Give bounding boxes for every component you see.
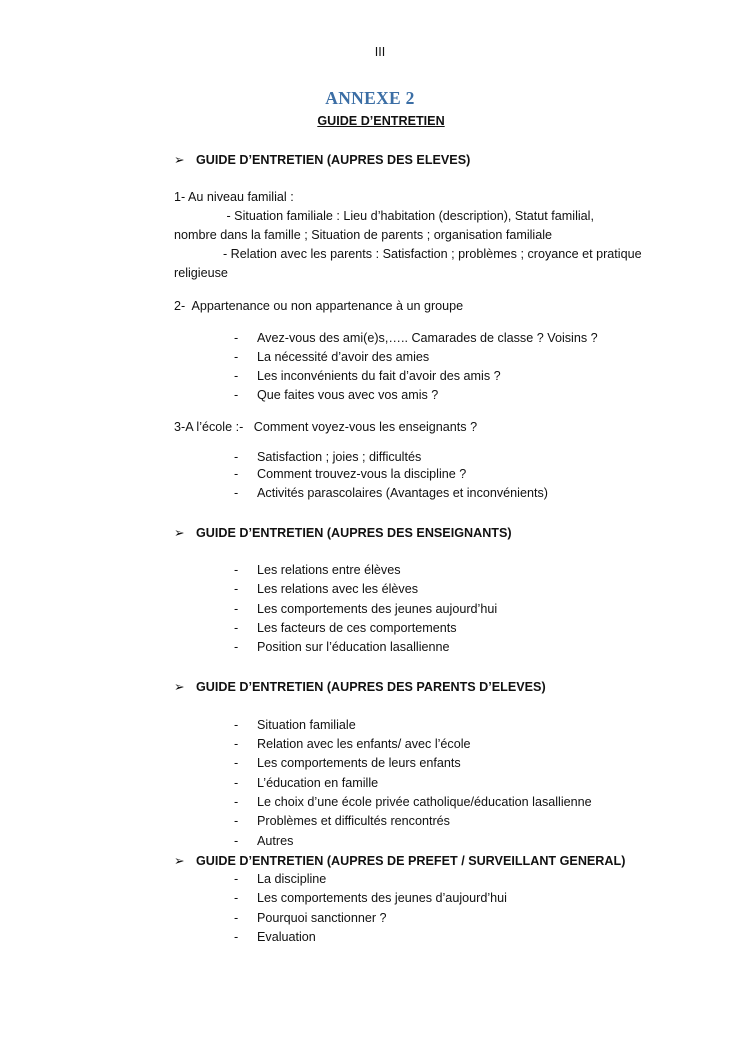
list-item: - L’éducation en famille — [234, 776, 379, 790]
list-item: - Les comportements des jeunes aujourd’hui — [234, 602, 498, 616]
familial-line-3: - Relation avec les parents : Satisfaction ; problèmes ; croyance et pratique — [174, 247, 642, 261]
arrow-bullet-icon: ➢ — [174, 526, 185, 540]
list-item: - Problèmes et difficultés rencontrés — [234, 814, 450, 828]
list-item: - Les relations entre élèves — [234, 563, 401, 577]
list-item: - Les inconvénients du fait d’avoir des amis ? — [234, 369, 501, 383]
section-eleves-heading — [174, 152, 470, 167]
section-prefet-heading — [174, 853, 625, 868]
annexe-title: ANNEXE 2 — [325, 88, 415, 108]
list-item: - Activités parascolaires (Avantages et inconvénients) — [234, 486, 548, 500]
list-item: - La nécessité d’avoir des amies — [234, 350, 430, 364]
list-item: - Les comportements des jeunes d’aujourd’hui — [234, 891, 507, 905]
list-item: - Autres — [234, 834, 294, 848]
familial-line-1: - Situation familiale : Lieu d’habitation (description), Statut familial, — [174, 209, 594, 223]
section-title: GUIDE D’ENTRETIEN (AUPRES DES PARENTS D’ELEVES) — [196, 680, 546, 694]
list-item: - Satisfaction ; joies ; difficultés — [234, 450, 422, 464]
section-parents-heading — [174, 679, 546, 694]
arrow-bullet-icon: ➢ — [174, 854, 185, 868]
list-item: - Le choix d’une école privée catholique/éducation lasallienne — [234, 795, 592, 809]
list-item: - Pourquoi sanctionner ? — [234, 911, 387, 925]
list-item: - Relation avec les enfants/ avec l’école — [234, 737, 471, 751]
section-title: GUIDE D’ENTRETIEN (AUPRES DES ELEVES) — [196, 153, 471, 167]
list-item: - Avez-vous des ami(e)s,….. Camarades de classe ? Voisins ? — [234, 331, 598, 345]
list-item: - Comment trouvez-vous la discipline ? — [234, 467, 467, 481]
familial-line-4: religieuse — [174, 266, 228, 280]
guide-title: GUIDE D’ENTRETIEN — [317, 114, 445, 128]
section-title: GUIDE D’ENTRETIEN (AUPRES DE PREFET / SURVEILLANT GENERAL) — [196, 854, 626, 868]
list-item: - Situation familiale — [234, 718, 356, 732]
list-item: - Evaluation — [234, 930, 316, 944]
arrow-bullet-icon: ➢ — [174, 680, 185, 694]
familial-heading: 1- Au niveau familial : — [174, 190, 294, 204]
list-item: - Les relations avec les élèves — [234, 582, 419, 596]
page-number: III — [374, 45, 386, 59]
ecole-heading: 3-A l’école :- Comment voyez-vous les enseignants ? — [174, 420, 478, 434]
section-enseignants-heading — [174, 525, 512, 540]
list-item: - Position sur l’éducation lasallienne — [234, 640, 450, 654]
list-item: - La discipline — [234, 872, 327, 886]
arrow-bullet-icon: ➢ — [174, 153, 185, 167]
list-item: - Les facteurs de ces comportements — [234, 621, 457, 635]
groupe-heading: 2- Appartenance ou non appartenance à un groupe — [174, 299, 464, 313]
list-item: - Les comportements de leurs enfants — [234, 756, 461, 770]
list-item: - Que faites vous avec vos amis ? — [234, 388, 439, 402]
familial-line-2: nombre dans la famille ; Situation de parents ; organisation familiale — [174, 228, 553, 242]
section-title: GUIDE D’ENTRETIEN (AUPRES DES ENSEIGNANTS) — [196, 526, 512, 540]
